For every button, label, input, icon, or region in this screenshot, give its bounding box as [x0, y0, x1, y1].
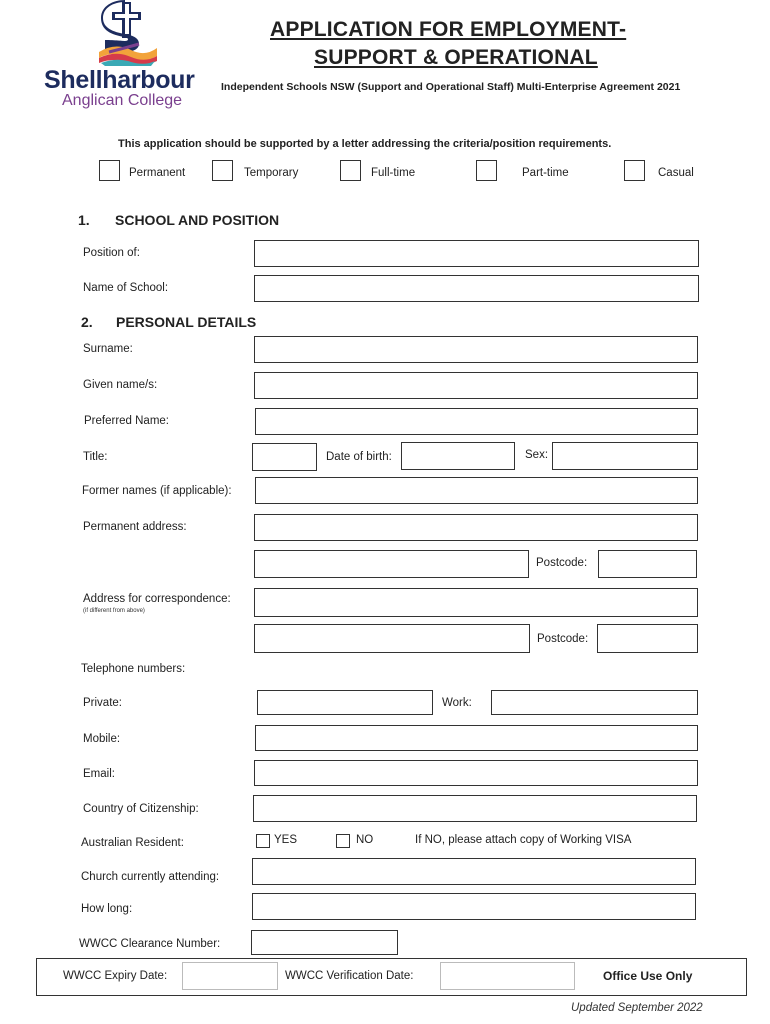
logo-name: Shellharbour	[44, 66, 195, 94]
form-title-line2: SUPPORT & OPERATIONAL	[314, 46, 598, 69]
section2-heading: PERSONAL DETAILS	[116, 314, 257, 330]
wwcc-expiry-input[interactable]	[182, 962, 278, 990]
section1-number: 1.	[78, 212, 90, 228]
sex-input[interactable]	[552, 442, 698, 470]
permanent-label: Permanent	[129, 167, 186, 179]
casual-checkbox[interactable]	[624, 160, 645, 181]
church-label: Church currently attending:	[81, 871, 220, 883]
section1-heading: SCHOOL AND POSITION	[115, 212, 280, 228]
school-name-input[interactable]	[254, 275, 699, 302]
postcode-input[interactable]	[598, 550, 697, 578]
dob-input[interactable]	[401, 442, 515, 470]
office-use-only-label: Office Use Only	[603, 969, 693, 983]
permanent-address-input[interactable]	[254, 514, 698, 541]
wwcc-verification-input[interactable]	[440, 962, 575, 990]
sex-label: Sex:	[525, 449, 549, 461]
work-phone-label: Work:	[442, 697, 472, 709]
postcode2-input[interactable]	[597, 624, 698, 653]
resident-no-label: NO	[356, 834, 374, 846]
resident-yes-label: YES	[274, 834, 298, 846]
temporary-label: Temporary	[244, 167, 299, 179]
australian-resident-label: Australian Resident:	[81, 837, 184, 849]
temporary-checkbox[interactable]	[212, 160, 233, 181]
private-phone-input[interactable]	[257, 690, 433, 715]
telephone-numbers-label: Telephone numbers:	[81, 663, 186, 675]
position-label: Position of:	[83, 247, 140, 259]
work-phone-input[interactable]	[491, 690, 698, 715]
agreement-subtitle: Independent Schools NSW (Support and Operational Staff) Multi-Enterprise Agreement 2021	[221, 81, 681, 93]
mobile-label: Mobile:	[83, 733, 121, 745]
form-title-line1: APPLICATION FOR EMPLOYMENT-	[270, 18, 627, 41]
private-phone-label: Private:	[83, 697, 122, 709]
wwcc-number-label: WWCC Clearance Number:	[79, 938, 221, 950]
resident-yes-checkbox[interactable]	[256, 834, 270, 848]
email-input[interactable]	[254, 760, 698, 786]
school-name-label: Name of School:	[83, 282, 169, 294]
correspondence-note: (if different from above)	[83, 608, 145, 614]
full-time-checkbox[interactable]	[340, 160, 361, 181]
preferred-name-label: Preferred Name:	[84, 415, 170, 427]
former-names-input[interactable]	[255, 477, 698, 504]
church-input[interactable]	[252, 858, 696, 885]
visa-note: If NO, please attach copy of Working VISA	[415, 834, 632, 846]
correspondence-address-line2-input[interactable]	[254, 624, 530, 653]
postcode2-label: Postcode:	[537, 633, 589, 645]
position-input[interactable]	[254, 240, 699, 267]
citizenship-label: Country of Citizenship:	[83, 803, 199, 815]
postcode-label: Postcode:	[536, 557, 588, 569]
permanent-address-label: Permanent address:	[83, 521, 187, 533]
given-names-input[interactable]	[254, 372, 698, 399]
correspondence-address-label: Address for correspondence:	[83, 593, 231, 605]
correspondence-address-input[interactable]	[254, 588, 698, 617]
title-label: Title:	[83, 451, 108, 463]
wwcc-number-input[interactable]	[251, 930, 398, 955]
wwcc-verification-label: WWCC Verification Date:	[285, 970, 414, 982]
dob-label: Date of birth:	[326, 451, 392, 463]
section2-number: 2.	[81, 314, 93, 330]
preferred-name-input[interactable]	[255, 408, 698, 435]
how-long-label: How long:	[81, 903, 133, 915]
resident-no-checkbox[interactable]	[336, 834, 350, 848]
intro-text: This application should be supported by a letter addressing the criteria/position requirements.	[118, 138, 612, 150]
email-label: Email:	[83, 768, 115, 780]
former-names-label: Former names (if applicable):	[82, 485, 232, 497]
surname-input[interactable]	[254, 336, 698, 363]
surname-label: Surname:	[83, 343, 133, 355]
part-time-checkbox[interactable]	[476, 160, 497, 181]
shell-cross-emblem-icon	[95, 0, 160, 66]
casual-label: Casual	[658, 167, 694, 179]
updated-date: Updated September 2022	[571, 1002, 703, 1014]
full-time-label: Full-time	[371, 167, 416, 179]
given-names-label: Given name/s:	[83, 379, 158, 391]
title-input[interactable]	[252, 443, 317, 471]
how-long-input[interactable]	[252, 893, 696, 920]
college-logo	[40, 0, 210, 112]
permanent-address-line2-input[interactable]	[254, 550, 529, 578]
citizenship-input[interactable]	[253, 795, 697, 822]
permanent-checkbox[interactable]	[99, 160, 120, 181]
mobile-input[interactable]	[255, 725, 698, 751]
logo-subname: Anglican College	[62, 92, 183, 109]
part-time-label: Part-time	[522, 167, 569, 179]
wwcc-expiry-label: WWCC Expiry Date:	[63, 970, 168, 982]
